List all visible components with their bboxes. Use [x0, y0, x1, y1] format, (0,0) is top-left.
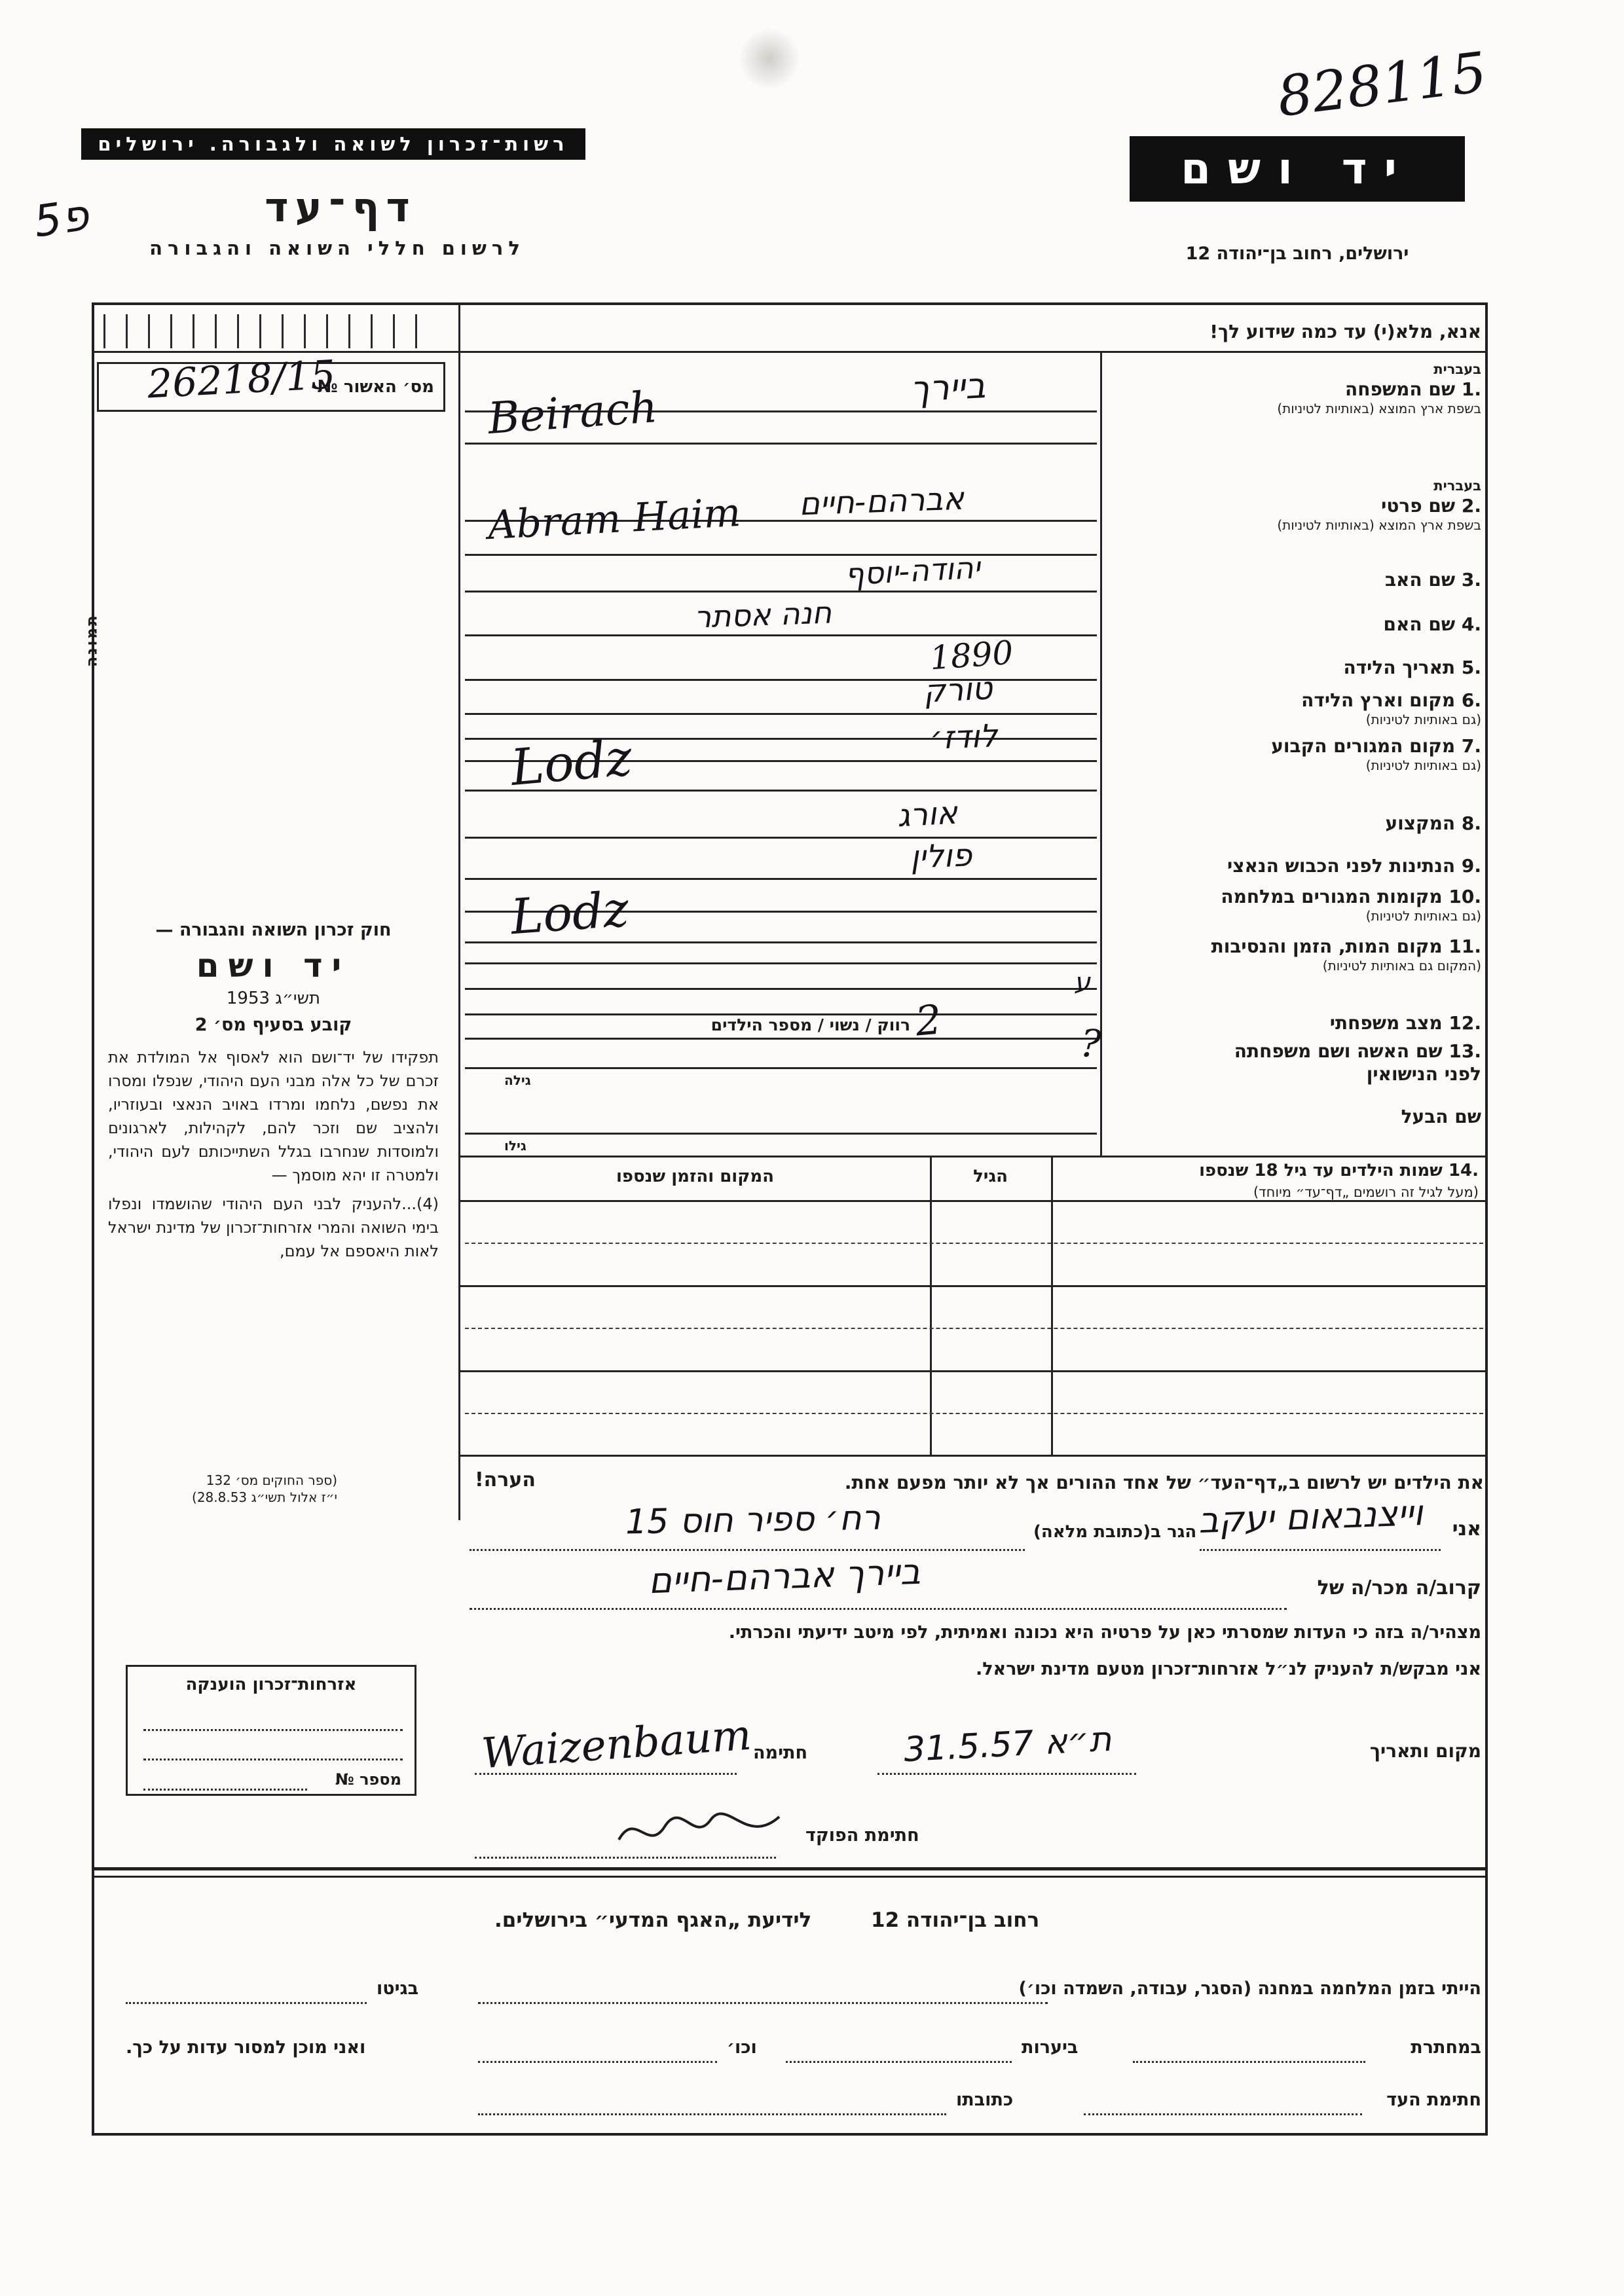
law-footnote-line1: (ספר החוקים מס׳ 132 [206, 1472, 337, 1488]
resides-label: הגר ב(כתובת מלאה) [1033, 1522, 1197, 1542]
field-13-num: 13. [1449, 1040, 1481, 1062]
field-9-num: 9. [1461, 855, 1481, 877]
clerk-signature [616, 1804, 786, 1859]
write-line [465, 962, 1097, 964]
field-4-num: 4. [1461, 613, 1481, 635]
children-field-title: שמות הילדים עד גיל 18 שנספו [1199, 1161, 1443, 1180]
field-8-label [1385, 812, 1481, 835]
field-6-num: 6. [1461, 689, 1481, 711]
field-5-num: 5. [1461, 657, 1481, 678]
etc-label: וכו׳ [727, 2037, 757, 2058]
clerk-signature-label: חתימת הפוקד [805, 1825, 919, 1846]
relation-label: קרוב/ה מכר/ה של [1317, 1576, 1481, 1599]
table-top-rule [460, 1156, 1488, 1157]
statement-1: מצהיר/ה בזה כי העדות שמסרתי כאן על פרטיה היא נכונה ואמיתית, לפי מיטב ידיעתי והכרתי. [728, 1622, 1481, 1643]
write-line [465, 878, 1097, 880]
his-age-label: גילו [504, 1138, 526, 1154]
write-line [465, 1067, 1097, 1069]
ghetto-label: בגיטו [377, 1978, 419, 1999]
children-field-num: 14. [1448, 1161, 1479, 1180]
forests-label: ביערות [1022, 2037, 1079, 2058]
tick-ruler [103, 314, 434, 348]
write-line [465, 713, 1097, 715]
field-13-title: שם האשה ושם משפחתה [1234, 1040, 1443, 1062]
statement-2: אני מבקש/ת להעניק לנ״ל אזרחות־זכרון מטעם מדינת ישראל. [975, 1659, 1481, 1679]
hw-children-count: 2 [913, 995, 944, 1046]
hw-residence-latin: Lodz [508, 728, 635, 797]
field-13-title-2: לפני הנישואין [1366, 1063, 1481, 1085]
hw-first-name-latin: Abram Haim [487, 489, 742, 549]
law-logo-text: יד ושם [196, 947, 351, 985]
write-line [465, 988, 1097, 990]
field-11-title: מקום המות, הזמן והנסיבות [1211, 936, 1443, 957]
field-10-below: (גם באותיות לטיניות) [1365, 908, 1481, 924]
table-row-dash [465, 1243, 1483, 1244]
hw-family-name-hebrew: ביירך [909, 365, 987, 410]
field-11-num: 11. [1449, 936, 1481, 957]
place-date-label: מקום ותאריך [1369, 1740, 1481, 1762]
witness-signature-label: חתימת העד [1386, 2090, 1481, 2110]
field-12-title: מצב משפחתי [1329, 1012, 1443, 1034]
field-10-label [1221, 885, 1481, 924]
field-1-label [1277, 361, 1481, 416]
marital-options: רווק / נשוי / מספר הילדים [710, 1015, 910, 1034]
write-line [465, 591, 1097, 592]
hw-birth-date: 1890 [929, 633, 1015, 678]
field-1-below: בשפת ארץ המוצא (באותיות לטיניות) [1277, 401, 1481, 417]
dotted-line [478, 2113, 946, 2115]
write-line [465, 679, 1097, 681]
hw-wartime-residence: Lodz [509, 881, 631, 946]
law-footnote [121, 1472, 337, 1506]
field-3-title: שם האב [1384, 569, 1456, 591]
field-10-num: 10. [1449, 886, 1481, 907]
camp-line-label: הייתי בזמן המלחמה במחנה (הסגר, עבודה, השמדה וכו׳) [1018, 1978, 1481, 1999]
dotted-line [478, 2002, 1048, 2004]
form-subtitle: לרשום חללי השואה והגבורה [149, 237, 525, 259]
dotted-line [475, 1857, 776, 1859]
approval-number-box: מס׳ האשור № [97, 362, 445, 412]
field-3-label [1385, 568, 1481, 591]
field-11-label [1211, 935, 1481, 974]
law-heading: חוק זכרון השואה והגבורה — [155, 920, 392, 940]
hw-residence-hebrew: לודז׳ [929, 718, 999, 757]
field-7-label [1271, 735, 1481, 773]
write-line [465, 554, 1097, 556]
field-12-label [1330, 1011, 1481, 1034]
hw-witness-signature: Waizenbaum [479, 1711, 753, 1779]
fill-instruction: אנא, מלא(י) עד כמה שידוע לך! [1209, 321, 1481, 342]
field-6-label [1301, 689, 1481, 727]
left-column-divider [458, 302, 460, 1520]
yad-vashem-logo: יד ושם [1130, 136, 1465, 202]
table-row-dash [465, 1328, 1483, 1329]
write-line [465, 1133, 1097, 1135]
dotted-line [877, 1773, 1136, 1775]
hw-death-mark: ע [1074, 968, 1091, 998]
field-2-title: שם פרטי [1381, 495, 1456, 517]
law-footnote-line2: י״ז אלול תשי״ג 28.8.53) [192, 1489, 337, 1505]
dotted-line [1133, 2061, 1365, 2063]
photo-label: תמונה [83, 613, 101, 667]
table-row-rule [460, 1285, 1488, 1287]
field-8-title: המקצוע [1385, 812, 1456, 834]
willing-statement: ואני מוכן למסור עדות על כך. [126, 2037, 366, 2058]
write-line [465, 443, 1097, 445]
hw-witness-name: וייצנבאום יעקב [1198, 1492, 1424, 1541]
field-9-label [1227, 854, 1481, 877]
write-line [465, 837, 1097, 839]
field-12-num: 12. [1449, 1012, 1481, 1034]
signature-label: חתימה [753, 1743, 808, 1763]
field-4-label [1384, 613, 1481, 636]
field-11-below: (המקום גם באותיות לטיניות) [1322, 958, 1481, 974]
dotted-line [1200, 1549, 1441, 1551]
dotted-line [470, 1608, 1287, 1610]
declaration-i: אני [1452, 1518, 1481, 1540]
corner-handwritten-number: 828115 [1274, 39, 1490, 130]
field-10-title: מקומות המגורים במלחמה [1221, 886, 1443, 907]
law-body: תפקידו של יד־ושם הוא לאסוף אל המולדת את זכרם של כל אלה מבני העם היהודי, שנפלו ומסרו את נפשם, נלחמו ומרדו באויב הנאצי ובעוזריו, ולהציב שם וזכר להם, לקהילות, לארגונים ולמוסדות שנחרבו בגלל השתייכותם לעם היהודי, ולמטרה זו יהא מוסמך — [108, 1048, 439, 1184]
field-6-title: מקום וארץ הלידה [1301, 689, 1456, 711]
field-5-title: תאריך הלידה [1343, 657, 1456, 678]
grant-box-title: אזרחות־זכרון הוענקה [185, 1675, 357, 1694]
dotted-line [143, 1758, 403, 1760]
scan-smudge [740, 26, 799, 92]
field-7-num: 7. [1461, 735, 1481, 757]
field-2-label [1277, 478, 1481, 533]
hw-wife-question-mark: ? [1079, 1020, 1103, 1067]
address-label: כתובתו [956, 2090, 1014, 2110]
col-header-age: הגיל [973, 1167, 1008, 1186]
col-header-place: המקום והזמן שנספו [616, 1167, 775, 1186]
hw-subject-name: ביירך אברהם-חיים [648, 1550, 921, 1602]
grant-number-label: מספר № [335, 1770, 401, 1789]
hw-first-name-hebrew: אברהם-חיים [798, 480, 965, 523]
field-7-title: מקום המגורים הקבוע [1271, 735, 1456, 757]
double-rule-bottom [92, 1876, 1488, 1878]
hw-citizenship: פולין [910, 837, 973, 876]
field-6-below: (גם באותיות לטיניות) [1365, 712, 1481, 727]
table-col-divider [930, 1156, 932, 1455]
husband-title: שם הבעל [1401, 1106, 1481, 1127]
authority-title-bar: רשות־זכרון לשואה ולגבורה. ירושלים [81, 128, 585, 160]
hw-place-date: ת״א 31.5.57 [902, 1719, 1113, 1770]
hw-family-name-latin: Beirach [486, 382, 659, 444]
table-bottom-rule [460, 1455, 1488, 1457]
field-2-above: בעברית [1433, 478, 1481, 494]
hw-mother-name: חנה אסתר [693, 594, 832, 635]
dotted-line [143, 1729, 403, 1731]
children-field-label [1199, 1160, 1479, 1201]
law-year: תשי״ג 1953 [226, 989, 321, 1008]
field-1-num: 1. [1461, 378, 1481, 401]
bottom-title: לידיעת „האגף המדעי״ בירושלים. [494, 1908, 812, 1932]
field-7-below: (גם באותיות לטיניות) [1365, 757, 1481, 773]
dotted-line [143, 1789, 307, 1791]
field-4-title: שם האם [1383, 613, 1456, 635]
form-title: דף־עד [265, 183, 416, 231]
note-text: את הילדים יש לרשום ב„דף־העד״ של אחד ההורים אך לא יותר מפעם אחת. [844, 1472, 1484, 1493]
husband-label [1401, 1105, 1481, 1128]
table-row-dash [465, 1413, 1483, 1414]
field-2-num: 2. [1461, 495, 1481, 517]
field-2-below: בשפת ארץ המוצא (באותיות לטיניות) [1277, 517, 1481, 534]
table-row-rule [460, 1370, 1488, 1372]
dotted-line [470, 1549, 1025, 1551]
field-13-label [1234, 1040, 1481, 1085]
dotted-line [126, 2002, 367, 2004]
field-1-above: בעברית [1433, 361, 1481, 377]
field-9-title: הנתינות לפני הכבוש הנאצי [1227, 855, 1456, 877]
law-clause: קובע בסעיף מס׳ 2 [194, 1015, 352, 1035]
field-3-num: 3. [1461, 569, 1481, 591]
hw-birth-place: טורק [922, 670, 993, 710]
law-block [108, 920, 439, 1263]
dotted-line [1084, 2113, 1362, 2115]
law-body-2: (4)...להעניק לבני העם היהודי שהושמדו ונפלו בימי השואה והמרי אזרחות־זכרון של מדינת ישראל לאות היאספם אל עמם, [108, 1195, 439, 1260]
dotted-line [786, 2061, 1012, 2063]
field-8-num: 8. [1461, 812, 1481, 834]
field-1-title: שם המשפחה [1345, 378, 1456, 401]
note-bang: הערה! [475, 1468, 536, 1491]
her-age-label: גילה [504, 1072, 531, 1088]
hw-father-name: יהודה-יוסף [843, 549, 982, 592]
table-col-divider [1051, 1156, 1053, 1455]
write-line [465, 1038, 1097, 1040]
citizenship-grant-box [126, 1665, 416, 1796]
header-address: ירושלים, רחוב בן־יהודה 12 [1185, 244, 1409, 264]
hw-witness-address: רח׳ ספיר חוס 15 [625, 1498, 881, 1542]
approval-number-handwritten: 26218/15 [146, 352, 337, 408]
double-rule-top [92, 1867, 1488, 1870]
dotted-line [478, 2061, 717, 2063]
children-field-note: (מעל לגיל זה רושמים „דף־עד״ מיוחד) [1253, 1184, 1479, 1200]
bottom-title-address: רחוב בן־יהודה 12 [871, 1908, 1040, 1932]
field-5-label [1343, 656, 1481, 679]
rule-line [92, 351, 1488, 353]
margin-handwritten-mark: פ5 [31, 189, 92, 247]
underground-label: במחתרת [1411, 2037, 1481, 2058]
hw-profession: אורג [896, 794, 959, 835]
